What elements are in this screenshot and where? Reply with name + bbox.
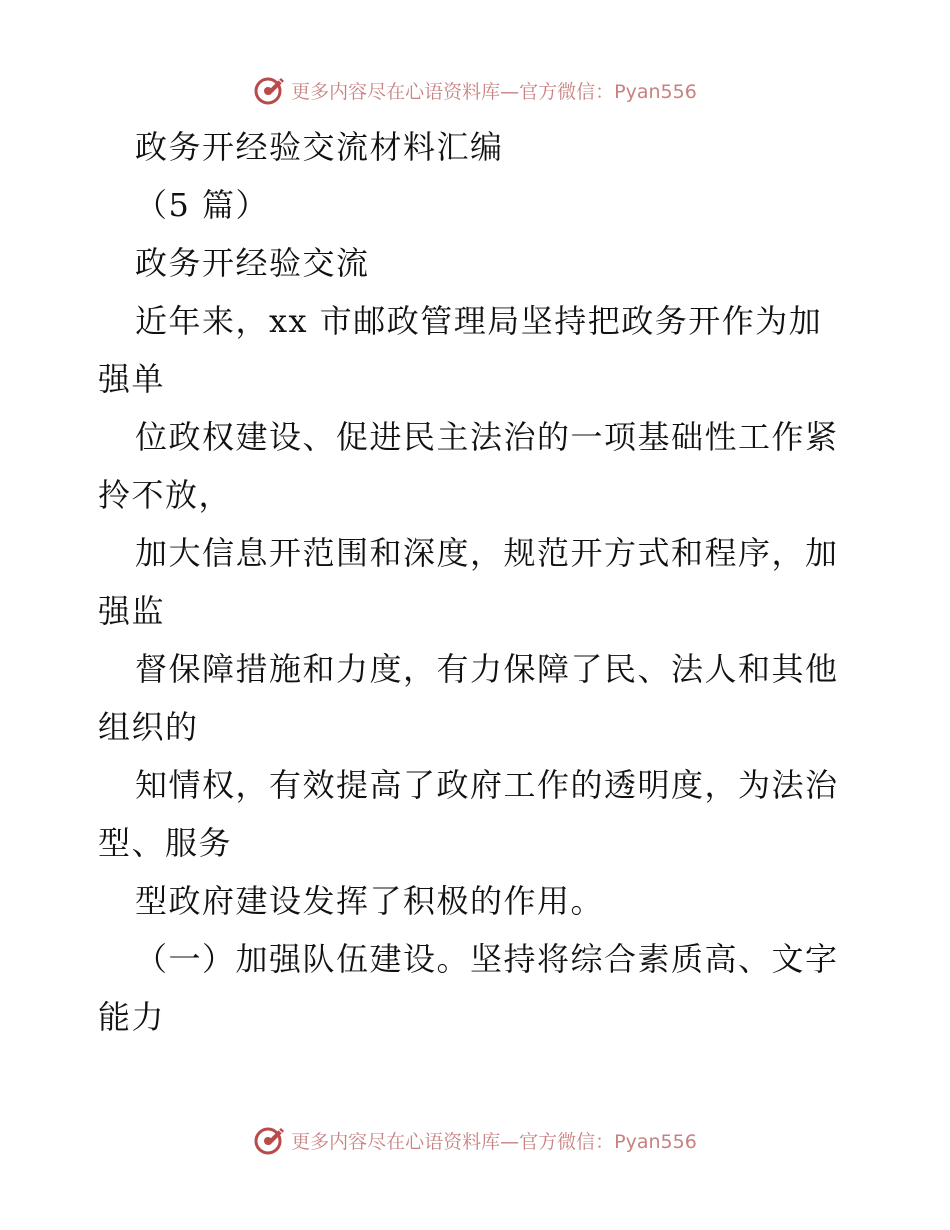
text-line: 型、服务 (98, 824, 233, 862)
text-line: 政务开经验交流材料汇编 (135, 128, 504, 166)
pen-circle-logo-icon (253, 74, 285, 106)
document-body (98, 118, 858, 1046)
text-line: 知情权，有效提高了政府工作的透明度，为法治 (135, 766, 839, 804)
text-line: 能力 (98, 998, 166, 1036)
text-line: 强单 (98, 360, 166, 398)
pen-circle-logo-icon (253, 1124, 285, 1156)
text-line: 近年来，xx 市邮政管理局坚持把政务开作为加 (135, 302, 823, 340)
text-line: 强监 (98, 592, 166, 630)
text-line: 组织的 (98, 708, 199, 746)
watermark-text: 更多内容尽在心语资料库—官方微信：Pyan556 (291, 1130, 697, 1153)
text-line: 型政府建设发挥了积极的作用。 (135, 882, 605, 920)
text-line: 位政权建设、促进民主法治的一项基础性工作紧 (135, 418, 839, 456)
text-line: （5 篇） (135, 186, 270, 224)
text-line: （一）加强队伍建设。坚持将综合素质高、文字 (135, 940, 839, 978)
header-watermark (0, 70, 950, 110)
text-line: 政务开经验交流 (135, 244, 370, 282)
text-line: 拎不放， (98, 476, 233, 514)
text-line: 督保障措施和力度，有力保障了民、法人和其他 (135, 650, 839, 688)
text-line: 加大信息开范围和深度，规范开方式和程序，加 (135, 534, 839, 572)
watermark-text: 更多内容尽在心语资料库—官方微信：Pyan556 (291, 80, 697, 103)
footer-watermark (0, 1120, 950, 1160)
